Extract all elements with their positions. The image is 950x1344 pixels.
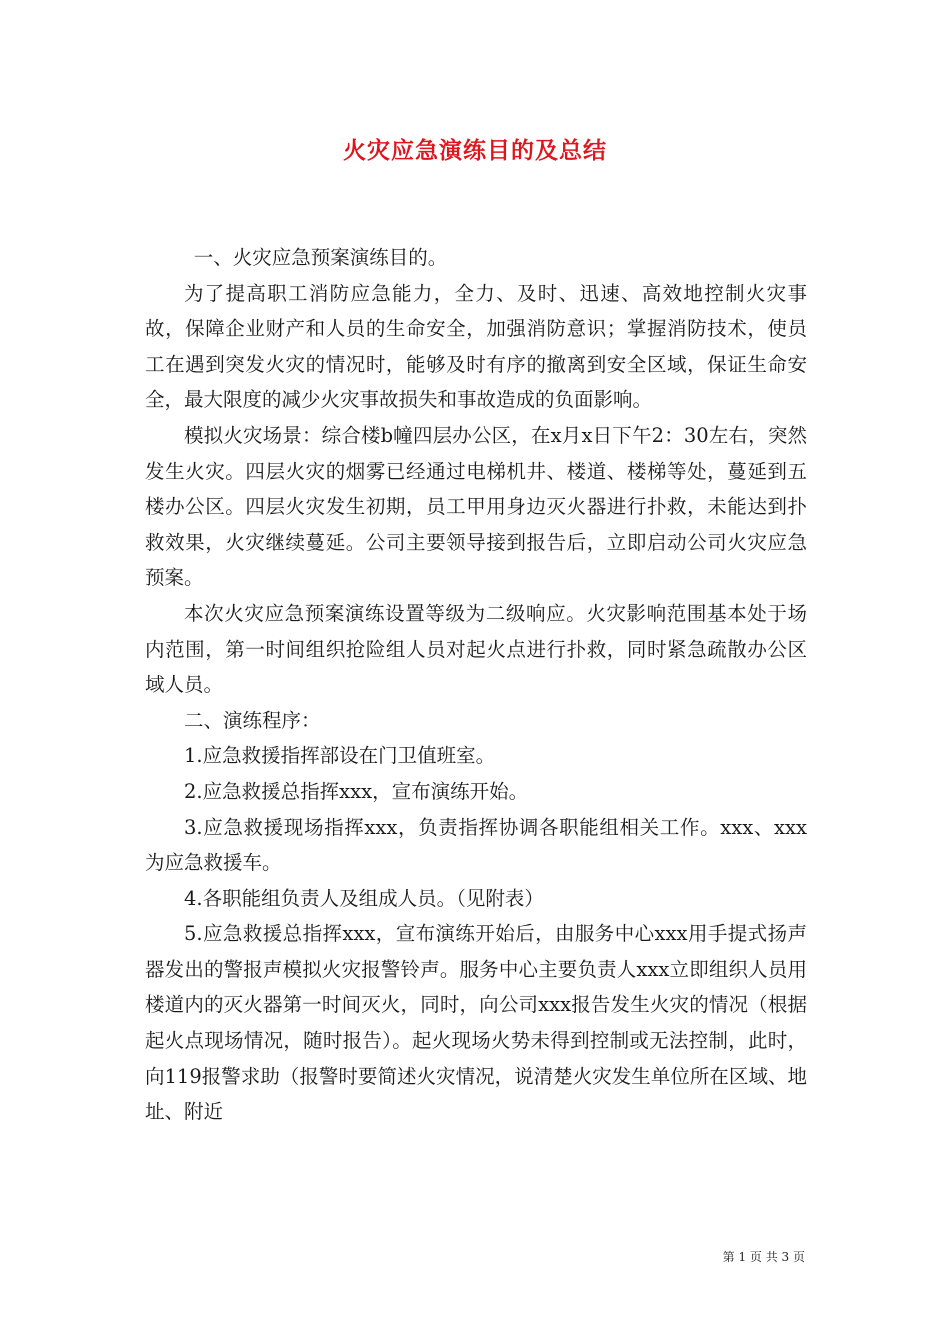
- procedure-step-2: 2.应急救援总指挥xxx，宣布演练开始。: [184, 779, 529, 803]
- document-body: [145, 240, 807, 1130]
- paragraph-response-level: 本次火灾应急预案演练设置等级为二级响应。火灾影响范围基本处于场内范围，第一时间组织抢险组人员对起火点进行扑救，同时紧急疏散办公区域人员。: [145, 601, 807, 697]
- procedure-step-1: 1.应急救援指挥部设在门卫值班室。: [184, 744, 496, 768]
- document-title: 火灾应急演练目的及总结: [343, 137, 607, 164]
- paragraph-purpose: 为了提高职工消防应急能力，全力、及时、迅速、高效地控制火灾事故，保障企业财产和人员的生命安全，加强消防意识；掌握消防技术，使员工在遇到突发火灾的情况时，能够及时有序的撤离到安全区域，保证生命安全，最大限度的减少火灾事故损失和事故造成的负面影响。: [145, 281, 807, 412]
- paragraph-scenario: 模拟火灾场景：综合楼b幢四层办公区，在x月x日下午2：30左右，突然发生火灾。四层火灾的烟雾已经通过电梯机井、楼道、楼梯等处，蔓延到五楼办公区。四层火灾发生初期，员工甲用身边灭火器进行扑救，未能达到扑救效果，火灾继续蔓延。公司主要领导接到报告后，立即启动公司火灾应急预案。: [145, 423, 807, 590]
- section-heading-purpose: 一、火灾应急预案演练目的。: [193, 246, 448, 269]
- section-heading-procedure: 二、演练程序：: [184, 708, 321, 732]
- procedure-step-3: 3.应急救援现场指挥xxx，负责指挥协调各职能组相关工作。xxx、xxx为应急救援车。: [145, 815, 807, 875]
- procedure-step-4: 4.各职能组负责人及组成人员。（见附表）: [184, 886, 544, 910]
- procedure-step-5: 5.应急救援总指挥xxx，宣布演练开始后，由服务中心xxx用手提式扬声器发出的警报声模拟火灾报警铃声。服务中心主要负责人xxx立即组织人员用楼道内的灭火器第一时间灭火，同时，向公司xxx报告发生火灾的情况（根据起火点现场情况，随时报告）。起火现场火势未得到控制或无法控制，此时，向119报警求助（报警时要简述火灾情况，说清楚火灾发生单位所在区域、地址、附近: [145, 922, 807, 1124]
- page-number-footer: 第 1 页 共 3 页: [722, 1250, 805, 1264]
